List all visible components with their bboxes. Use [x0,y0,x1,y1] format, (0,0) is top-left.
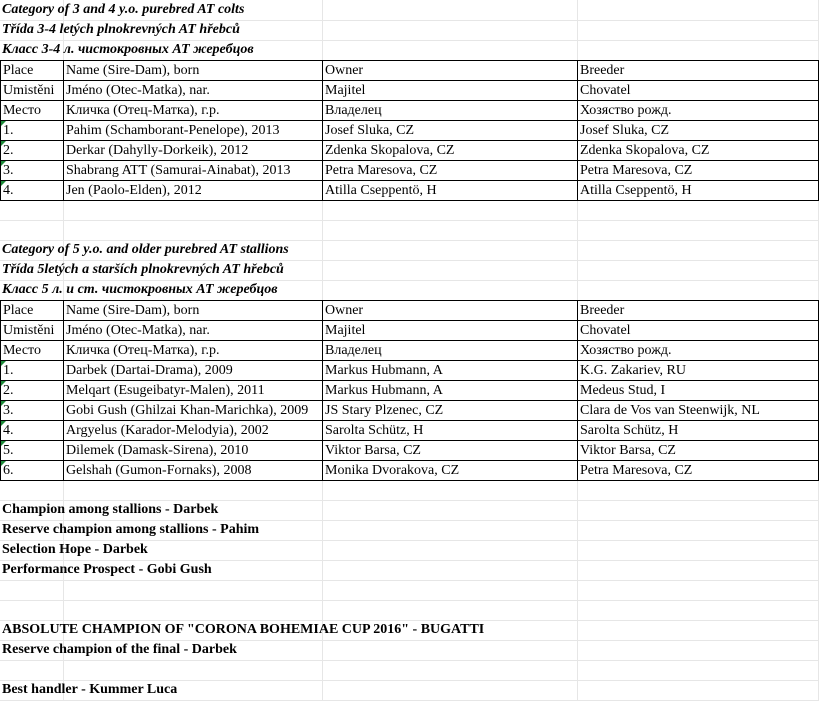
owner-cell[interactable]: Josef Sluka, CZ [323,121,578,141]
header-breeder-cell[interactable]: Chovatel [578,321,819,341]
header-row [1,81,819,101]
place-cell[interactable] [1,141,64,161]
place-cell[interactable] [1,461,64,481]
name-cell[interactable]: Melqart (Esugeibatyr-Malen), 2011 [64,381,323,401]
name-cell[interactable]: Gobi Gush (Ghilzai Khan-Marichka), 2009 [64,401,323,421]
header-name-cell[interactable]: Name (Sire-Dam), born [64,61,323,81]
name-cell[interactable]: Argyelus (Karador-Melodyia), 2002 [64,421,323,441]
owner-cell[interactable]: Zdenka Skopalova, CZ [323,141,578,161]
header-owner-cell[interactable]: Владелец [323,101,578,121]
award-absolute-champion[interactable]: ABSOLUTE CHAMPION OF "CORONA BOHEMIAE CUP 2016" - BUGATTI [2,622,485,637]
cat1-title-ru[interactable]: Класс 3-4 л. чистокровных АТ жеребцов [2,42,254,57]
header-place-cell[interactable]: Place [1,301,64,321]
number-as-text-indicator-icon [1,461,6,466]
table-row [1,361,819,381]
table-row [1,421,819,441]
name-cell[interactable]: Shabrang ATT (Samurai-Ainabat), 2013 [64,161,323,181]
place-value: 2. [3,383,14,398]
header-place-cell[interactable]: Umistěni [1,81,64,101]
place-cell[interactable] [1,401,64,421]
place-cell[interactable] [1,161,64,181]
number-as-text-indicator-icon [1,361,6,366]
gridline [0,660,819,661]
number-as-text-indicator-icon [1,181,6,186]
header-name-cell[interactable]: Кличка (Отец-Матка), г.р. [64,341,323,361]
owner-cell[interactable]: Monika Dvorakova, CZ [323,461,578,481]
cat2-results-table [0,300,819,481]
header-row [1,101,819,121]
cat2-title-cz[interactable]: Třída 5letých a starších plnokrevných AT hřebců [2,262,284,277]
cat2-title-en[interactable]: Category of 5 y.o. and older purebred AT stallions [2,242,289,257]
place-cell[interactable] [1,121,64,141]
place-cell[interactable] [1,181,64,201]
breeder-cell[interactable]: Clara de Vos van Steenwijk, NL [578,401,819,421]
owner-cell[interactable]: Petra Maresova, CZ [323,161,578,181]
place-value: 3. [3,403,14,418]
header-owner-cell[interactable]: Owner [323,61,578,81]
header-breeder-cell[interactable]: Хозяство рожд. [578,101,819,121]
owner-cell[interactable]: Sarolta Schütz, H [323,421,578,441]
header-place-cell[interactable]: Место [1,341,64,361]
cat1-title-en[interactable]: Category of 3 and 4 y.o. purebred AT colts [2,2,245,17]
award-champion[interactable]: Champion among stallions - Darbek [2,502,219,517]
owner-cell[interactable]: Viktor Barsa, CZ [323,441,578,461]
place-cell[interactable] [1,381,64,401]
breeder-cell[interactable]: Atilla Cseppentö, H [578,181,819,201]
header-breeder-cell[interactable]: Хозяство рожд. [578,341,819,361]
owner-cell[interactable]: JS Stary Plzenec, CZ [323,401,578,421]
owner-cell[interactable]: Atilla Cseppentö, H [323,181,578,201]
header-name-cell[interactable]: Name (Sire-Dam), born [64,301,323,321]
gridline [0,580,819,581]
header-place-cell[interactable]: Место [1,101,64,121]
table-row [1,401,819,421]
header-owner-cell[interactable]: Owner [323,301,578,321]
number-as-text-indicator-icon [1,381,6,386]
gridline [0,600,819,601]
place-value: 2. [3,143,14,158]
header-owner-cell[interactable]: Majitel [323,81,578,101]
table-row [1,161,819,181]
header-owner-cell[interactable]: Владелец [323,341,578,361]
place-value: 4. [3,423,14,438]
breeder-cell[interactable]: Petra Maresova, CZ [578,461,819,481]
number-as-text-indicator-icon [1,421,6,426]
place-value: 3. [3,163,14,178]
header-breeder-cell[interactable]: Breeder [578,61,819,81]
name-cell[interactable]: Pahim (Schamborant-Penelope), 2013 [64,121,323,141]
name-cell[interactable]: Dilemek (Damask-Sirena), 2010 [64,441,323,461]
table-row [1,441,819,461]
header-place-cell[interactable]: Place [1,61,64,81]
header-name-cell[interactable]: Jméno (Otec-Matka), nar. [64,321,323,341]
cat2-title-ru[interactable]: Класс 5 л. и ст. чистокровных АТ жеребцов [2,282,278,297]
breeder-cell[interactable]: Sarolta Schütz, H [578,421,819,441]
table-row [1,121,819,141]
breeder-cell[interactable]: Zdenka Skopalova, CZ [578,141,819,161]
header-breeder-cell[interactable]: Chovatel [578,81,819,101]
number-as-text-indicator-icon [1,441,6,446]
number-as-text-indicator-icon [1,121,6,126]
breeder-cell[interactable]: Josef Sluka, CZ [578,121,819,141]
place-value: 5. [3,443,14,458]
place-value: 1. [3,363,14,378]
owner-cell[interactable]: Markus Hubmann, A [323,361,578,381]
breeder-cell[interactable]: Viktor Barsa, CZ [578,441,819,461]
number-as-text-indicator-icon [1,401,6,406]
header-name-cell[interactable]: Кличка (Отец-Матка), г.р. [64,101,323,121]
place-value: 6. [3,463,14,478]
owner-cell[interactable]: Markus Hubmann, A [323,381,578,401]
place-cell[interactable] [1,361,64,381]
header-breeder-cell[interactable]: Breeder [578,301,819,321]
header-row [1,321,819,341]
award-reserve-champion[interactable]: Reserve champion among stallions - Pahim [2,522,260,537]
place-value: 1. [3,123,14,138]
gridline [0,220,819,221]
table-row [1,461,819,481]
header-row [1,61,819,81]
header-name-cell[interactable]: Jméno (Otec-Matka), nar. [64,81,323,101]
place-cell[interactable] [1,441,64,461]
header-owner-cell[interactable]: Majitel [323,321,578,341]
award-selection-hope[interactable]: Selection Hope - Darbek [2,542,148,557]
cat1-results-table [0,60,819,201]
table-row [1,181,819,201]
header-row [1,341,819,361]
breeder-cell[interactable]: Medeus Stud, I [578,381,819,401]
table-row [1,141,819,161]
award-best-handler[interactable]: Best handler - Kummer Luca [2,682,178,697]
table-row [1,381,819,401]
breeder-cell[interactable]: Petra Maresova, CZ [578,161,819,181]
breeder-cell[interactable]: K.G. Zakariev, RU [578,361,819,381]
award-performance-prospect[interactable]: Performance Prospect - Gobi Gush [2,562,212,577]
name-cell[interactable]: Derkar (Dahylly-Dorkeik), 2012 [64,141,323,161]
award-reserve-final[interactable]: Reserve champion of the final - Darbek [2,642,237,657]
header-place-cell[interactable]: Umistěni [1,321,64,341]
header-row [1,301,819,321]
name-cell[interactable]: Darbek (Dartai-Drama), 2009 [64,361,323,381]
name-cell[interactable]: Gelshah (Gumon-Fornaks), 2008 [64,461,323,481]
number-as-text-indicator-icon [1,161,6,166]
number-as-text-indicator-icon [1,141,6,146]
place-value: 4. [3,183,14,198]
name-cell[interactable]: Jen (Paolo-Elden), 2012 [64,181,323,201]
cat1-title-cz[interactable]: Třída 3-4 letých plnokrevných AT hřebců [2,22,240,37]
place-cell[interactable] [1,421,64,441]
